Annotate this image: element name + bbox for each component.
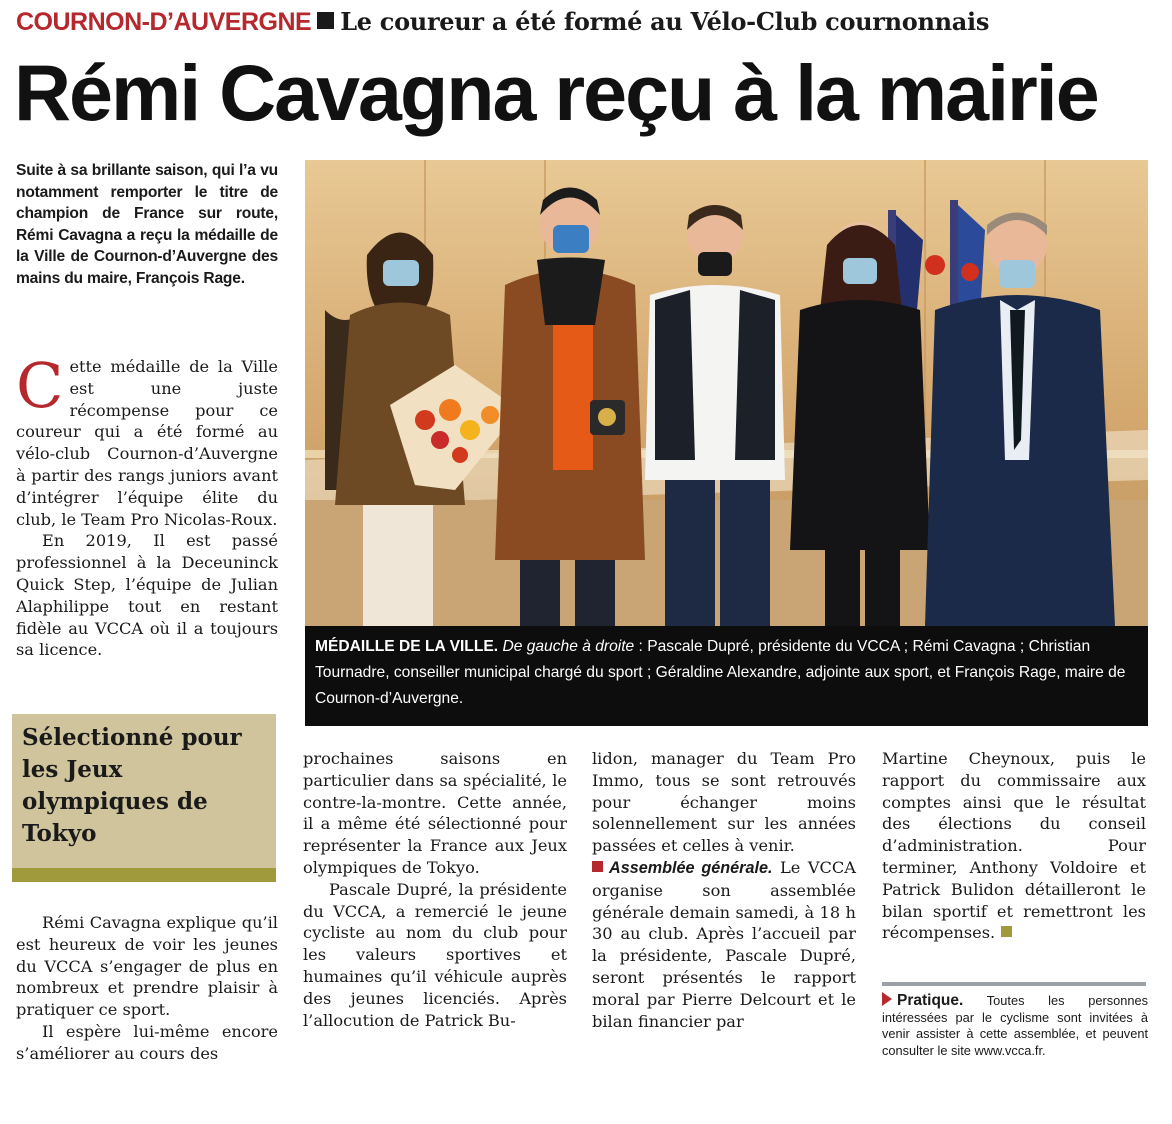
pratique-divider <box>882 982 1146 986</box>
article-headline: Rémi Cavagna reçu à la mairie <box>14 48 1098 137</box>
pratique-box <box>882 992 1148 1059</box>
square-bullet-icon <box>317 12 334 29</box>
article-lead: Suite à sa brillante saison, qui l’a vu notamment remporter le titre de champion de France sur route, Rémi Cavagna a reçu la médaille de la Ville de Cournon-d’Auvergne des mains du maire, François Rage. <box>16 162 278 287</box>
text-column-3 <box>592 748 856 1032</box>
article-photo <box>305 160 1148 626</box>
text-column-4 <box>882 748 1146 944</box>
column3-paragraph-2-text: Le VCCA organise son assemblée générale demain samedi, à 18 h 30 au club. Après l’accueil par la présidente, Pascale Dupré, seront présentés le rapport moral par Pierre Delcourt et le bilan financier par <box>592 857 856 1031</box>
location-label: COURNON-D’AUVERGNE <box>16 8 312 36</box>
group-photo-illustration <box>305 160 1148 626</box>
subheading-underline <box>12 868 276 882</box>
column1-paragraph-2: Il espère lui-même encore s’améliorer au cours des <box>16 1021 278 1063</box>
photo-caption <box>305 626 1148 726</box>
kicker-subtitle: Le coureur a été formé au Vélo-Club cournonnais <box>340 7 990 36</box>
column4-paragraph-1 <box>882 748 1146 944</box>
column1-paragraph-1: Rémi Cavagna explique qu’il est heureux de voir les jeunes du VCCA s’engager de plus en nombreux et prendre plaisir à pratiquer ce sport. <box>16 913 278 1020</box>
section-bullet-icon <box>592 861 603 872</box>
column2-paragraph-1: prochaines saisons en particulier dans sa spécialité, le contre-la-montre. Cette année, il a même été sélectionné pour représenter la France aux Jeux olympiques de Tokyo. <box>303 749 567 877</box>
caption-body: : Pascale Dupré, présidente du VCCA ; Rémi Cavagna ; Christian Tournadre, conseiller municipal chargé du sport ; Géraldine Alexandre, adjointe aux sport, et François Rage, maire de Cournon-d’Auvergne. <box>315 638 1126 707</box>
column2-paragraph-2: Pascale Dupré, la présidente du VCCA, a remercié le jeune cycliste au nom du club pour les valeurs sportives et humaines qu’il véhicule auprès des jeunes licenciés. Après l’allocution de Patrick Bu- <box>303 879 567 1030</box>
column4-paragraph-1-text: Martine Cheynoux, puis le rapport du commissaire aux comptes ainsi que le résultat des élections du conseil d’administration. Pour terminer, Anthony Voldoire et Patrick Bulidon détailleront le bilan sportif et remettront les récompenses. <box>882 749 1146 943</box>
arrow-right-icon <box>882 992 892 1006</box>
column3-paragraph-1: lidon, manager du Team Pro Immo, tous se sont retrouvés pour échanger moins solennellement sur les années passées et celles à venir. <box>592 749 856 856</box>
intro-paragraph-2: En 2019, Il est passé professionnel à la Deceuninck Quick Step, l’équipe de Julian Alaphilippe tout en restant fidèle au VCCA où il a toujours sa licence. <box>16 531 278 660</box>
column3-paragraph-2 <box>592 857 856 1032</box>
drop-cap: C <box>16 349 64 422</box>
intro-paragraph-1: ette médaille de la Ville est une juste récompense pour ce coureur qui a été formé au vélo-club Cournon-d’Auvergne à partir des rangs juniors avant d’intégrer l’équipe élite du club, le Team Pro Nicolas-Roux. <box>16 357 278 529</box>
pratique-label: Pratique. <box>897 992 964 1009</box>
end-mark-icon <box>1001 926 1012 937</box>
pratique-text: Toutes les personnes intéressées par le cyclisme sont invitées à venir assister à cette assemblée, et peuvent consulter le site www.vcca.fr. <box>882 993 1148 1058</box>
subheading-box <box>12 714 276 870</box>
kicker <box>16 6 1166 38</box>
caption-heading: MÉDAILLE DE LA VILLE. <box>315 638 499 655</box>
text-column-2 <box>303 748 567 1031</box>
caption-lead: De gauche à droite <box>502 638 635 655</box>
subheading-title: Sélectionné pour les Jeux olympiques de Tokyo <box>22 724 242 847</box>
section-runin-heading: Assemblée générale. <box>609 858 773 877</box>
intro-column <box>16 349 278 661</box>
text-column-1 <box>16 912 278 1065</box>
